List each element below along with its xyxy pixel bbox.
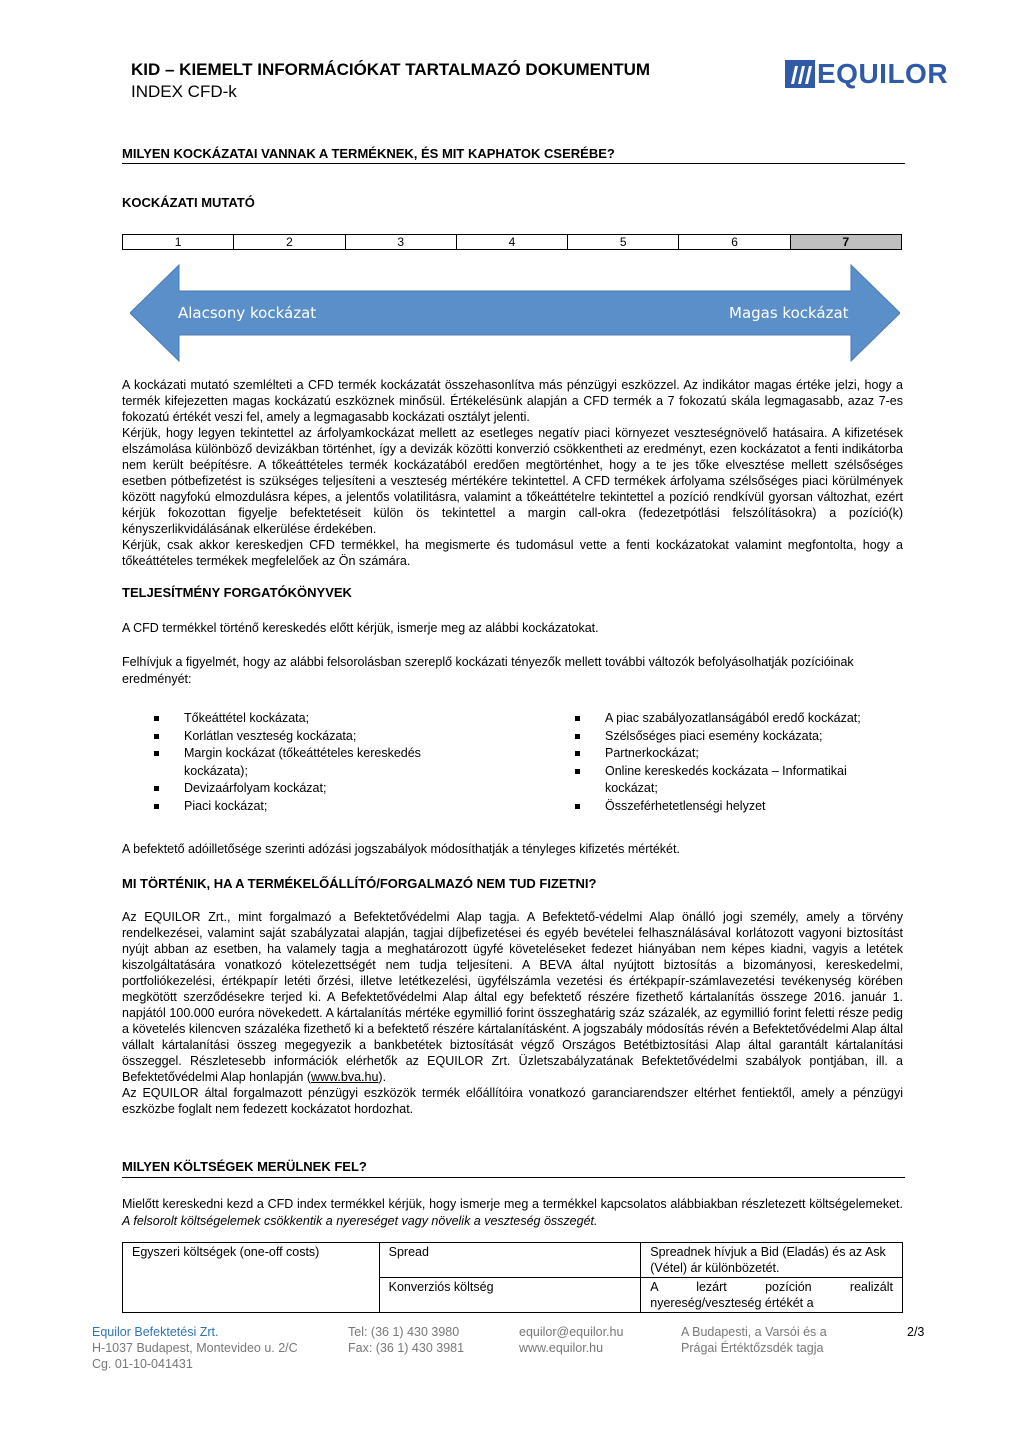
risk-paragraph: Kérjük, hogy legyen tekintettel az árfolyamkockázat mellett az esetleges negatív piaci környezet veszteségnövelő hatásaira. A kifizetések elszámolása különböző devizákban történhet, így a devizák közötti konverzió csökkentheti az eredményt, ezen kockázatot a fenti indikátorba nem került beépítésre. A tőkeáttételes termék kockázatából eredően megtörténhet, hogy a te jes tőke elvesztése mellett szélsőséges esetben pótbefizetést is szükséges teljesíteni a veszteség mértékére tekintettel. A CFD termékek árfolyama szélsőséges piaci körülmények között nagyfokú elmozdulásra képes, a jelentős volatilitásra, valamint a tőkeáttételre tekintettel a pozíció rendkívül gyorsan változhat, ezért kérjük fokozottan figyelje befektetéseit külön ös tekintettel a margin call-okra (fedezetpótlási felszólításokra) a pozíció(k) kényszerlikvidálásának elkerülése érdekében. (122, 426, 903, 536)
default-paragraph: Az EQUILOR által forgalmazott pénzügyi eszközök termék előállítóira vonatkozó garanciarendszer eltérhet fentiektől, amely a pénzügyi eszközbe foglalt nem fedezett kockázatot hordozhat. (122, 1086, 903, 1116)
risk-indicator-heading: KOCKÁZATI MUTATÓ (122, 195, 255, 210)
bva-link[interactable]: www.bva.hu (311, 1070, 379, 1084)
table-row (123, 1243, 903, 1278)
list-item: A piac szabályozatlanságából eredő kockázat; (575, 710, 900, 728)
footer-web[interactable]: www.equilor.hu (519, 1341, 604, 1355)
list-item: Margin kockázat (tőkeáttételes kereskedés kockázata); (154, 745, 464, 780)
list-item: Devizaárfolyam kockázat; (154, 780, 464, 798)
risk-scale-cell: 1 (123, 235, 234, 249)
list-item: Szélsőséges piaci esemény kockázata; (575, 728, 900, 746)
costs-table (122, 1242, 903, 1313)
risk-scale-cell: 5 (568, 235, 679, 249)
list-item: Online kereskedés kockázata – Informatikai kockázat; (575, 763, 900, 798)
equilor-logo (785, 57, 965, 91)
footer-tel: Tel: (36 1) 430 3980 (348, 1325, 460, 1339)
arrow-low-label: Alacsony kockázat (178, 304, 317, 322)
footer-company (92, 1324, 298, 1372)
document-subtitle: INDEX CFD-k (131, 82, 237, 101)
page-number: 2/3 (907, 1325, 925, 1339)
costs-intro-italic: A felsorolt költségelemek csökkentik a nyereséget vagy növelik a veszteség összegét. (122, 1214, 598, 1228)
performance-intro: A CFD termékkel történő kereskedés előtt kérjük, ismerje meg az alábbi kockázatokat. (122, 621, 599, 635)
footer-email[interactable]: equilor@equilor.hu (519, 1325, 624, 1339)
risk-scale-cell: 6 (679, 235, 790, 249)
list-item: Partnerkockázat; (575, 745, 900, 763)
footer-company-name: Equilor Befektetési Zrt. (92, 1325, 219, 1339)
footer-contact (519, 1324, 623, 1356)
risk-factors-right (575, 710, 900, 815)
costs-intro (122, 1196, 903, 1230)
footer-registration: Cg. 01-10-041431 (92, 1357, 193, 1371)
cost-desc-cell: A lezárt pozíción realizált nyereség/veszteség értékét a (641, 1278, 903, 1313)
risk-scale (122, 234, 902, 250)
risk-scale-cell: 3 (346, 235, 457, 249)
default-paragraph-text: Az EQUILOR Zrt., mint forgalmazó a Befektetővédelmi Alap tagja. A Befektető-védelmi Alap önálló jogi személy, amely a törvény rendelkezései, valamint saját szabályzatai alapján, tagjai díjbefizetései és egyéb bevételei felhasználásával korlátozott vagyoni biztosítást nyújt abban az esetben, ha valamely tagja a meghatározott ügyfé követeléseket fedezet hiányában nem képes kiadni, vagyis a letétek kiszolgáltatására vonatkozó kötelezettségét nem tudja teljesíteni. A BEVA által nyújtott biztosítás a bizományosi, kereskedelmi, portfoliókezelési, értékpapír letéti őrzési, illetve letétkezelési, ügyfélszámla vezetési és értékpapír-számlavezetési tevékenység körében megkötött szerződésekre terjed ki. A Befektetővédelmi Alap által egy befektető részére fizethető kártalanítás összege 2016. január 1. napjától 100.000 euróra növekedett. A kártalanítás mértéke egymillió forint összeghatárig száz százalék, az egymillió forint feletti része pedig a követelés kilencven százaléka fizethető ki a befektető részére kártalanításként. A jogszabály módosítás révén a Befektetővédelmi Alap által vállalt kártalanítási összeg megegyezik a bankbetétek biztosítását végző Országos Betétbiztosítási Alap által garantált kártalanítási összeggel. Részletesebb információk elérhetők az EQUILOR Zrt. Üzletszabályzatának Befektetővédelmi szabályok pontjában, ill. a Befektetővédelmi Alap honlapján ( (122, 910, 903, 1084)
cost-name-cell: Konverziós költség (379, 1278, 641, 1313)
logo-text: EQUILOR (817, 58, 949, 89)
risk-factors-left (154, 710, 464, 815)
section-divider (122, 163, 905, 164)
footer-exchange-line: A Budapesti, a Varsói és a (681, 1325, 827, 1339)
list-item: Összeférhetetlenségi helyzet (575, 798, 900, 816)
risk-scale-cell: 4 (457, 235, 568, 249)
list-item: Tőkeáttétel kockázata; (154, 710, 464, 728)
performance-heading: TELJESÍTMÉNY FORGATÓKÖNYVEK (122, 585, 352, 600)
risk-text (122, 377, 903, 569)
list-item: Piaci kockázat; (154, 798, 464, 816)
cost-name-cell: Spread (379, 1243, 641, 1278)
costs-heading: MILYEN KÖLTSÉGEK MERÜLNEK FEL? (122, 1159, 367, 1174)
arrow-high-label: Magas kockázat (729, 304, 849, 322)
risk-scale-cell: 2 (234, 235, 345, 249)
footer-exchange (681, 1324, 827, 1356)
risk-paragraph: Kérjük, csak akkor kereskedjen CFD termékkel, ha megismerte és tudomásul vette a fenti kockázatokat valamint megfontolta, hogy a tőkeáttételes termékek megfelelőek az Ön számára. (122, 538, 903, 568)
risk-paragraph: A kockázati mutató szemlélteti a CFD termék kockázatát összehasonlítva más pénzügyi eszközzel. Az indikátor magas értéke jelzi, hogy a termék kifejezetten magas kockázatú eszköznek minősül. Értékelésünk alapján a CFD termék a 7 fokozatú skála legmagasabb, azaz 7-es fokozatú értékét veszi fel, amely a legmagasabb kockázati osztályt jelenti. (122, 378, 903, 424)
risk-scale-cell-selected: 7 (791, 235, 901, 249)
footer-fax: Fax: (36 1) 430 3981 (348, 1341, 465, 1355)
default-paragraph-end: ). (378, 1070, 387, 1084)
cost-desc-cell: Spreadnek hívjuk a Bid (Eladás) és az Ask (Vétel) ár különbözetét. (641, 1243, 903, 1278)
risks-heading: MILYEN KOCKÁZATAI VANNAK A TERMÉKNEK, ÉS MIT KAPHATOK CSERÉBE? (122, 146, 615, 161)
default-heading: MI TÖRTÉNIK, HA A TERMÉKELŐÁLLÍTÓ/FORGALMAZÓ NEM TUD FIZETNI? (122, 876, 597, 891)
tax-note: A befektető adóilletősége szerinti adózási jogszabályok módosíthatják a tényleges kifizetés mértékét. (122, 842, 680, 856)
cost-category-cell: Egyszeri költségek (one-off costs) (123, 1243, 380, 1313)
default-paragraph (122, 909, 903, 1085)
equilor-logo-mark-icon (785, 60, 815, 88)
list-item: Korlátlan veszteség kockázata; (154, 728, 464, 746)
footer-address: H-1037 Budapest, Montevideo u. 2/C (92, 1341, 298, 1355)
footer-phone (348, 1324, 464, 1356)
document-title: KID – KIEMELT INFORMÁCIÓKAT TARTALMAZÓ DOKUMENTUM (131, 60, 651, 79)
costs-intro-text: Mielőtt kereskedni kezd a CFD index termékkel kérjük, hogy ismerje meg a termékkel kapcsolatos alábbiakban részletezett költségelemeket. (122, 1197, 903, 1211)
default-text (122, 909, 903, 1117)
performance-note: Felhívjuk a figyelmét, hogy az alábbi felsorolásban szereplő kockázati tényezők mellett további változók befolyásolhatják pozícióinak eredményét: (122, 655, 854, 686)
section-divider (122, 1177, 905, 1178)
footer-exchange-line: Prágai Értéktőzsdék tagja (681, 1341, 824, 1355)
